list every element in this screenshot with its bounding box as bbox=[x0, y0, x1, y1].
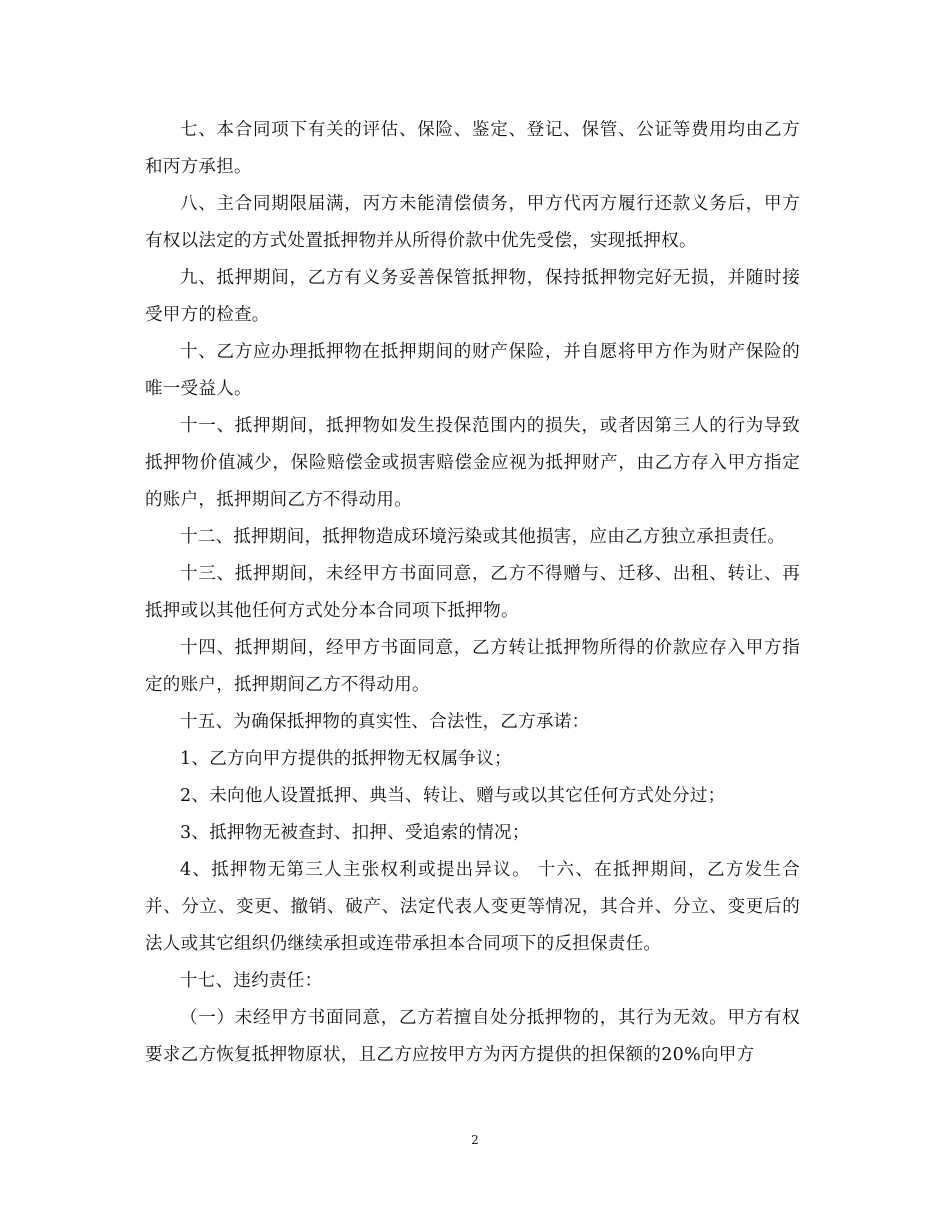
paragraph-7: 七、本合同项下有关的评估、保险、鉴定、登记、保管、公证等费用均由乙方和丙方承担。 bbox=[145, 120, 800, 177]
paragraph-10: 十、乙方应办理抵押物在抵押期间的财产保险，并自愿将甲方作为财产保险的唯一受益人。 bbox=[145, 342, 800, 399]
paragraph-15-item-4: 4、抵押物无第三人主张权利或提出异议。 十六、在抵押期间，乙方发生合并、分立、变更、撤销、破产、法定代表人变更等情况，其合并、分立、变更后的法人或其它组织仍继续承担或连带承担本合同项下的反担保责任。 bbox=[145, 860, 800, 954]
paragraph-17: 十七、违约责任： bbox=[180, 971, 323, 991]
paragraph-14: 十四、抵押期间，经甲方书面同意，乙方转让抵押物所得的价款应存入甲方指定的账户，抵押期间乙方不得动用。 bbox=[145, 638, 800, 695]
paragraph-15-item-3: 3、抵押物无被查封、扣押、受追索的情况； bbox=[180, 823, 530, 843]
paragraph-9: 九、抵押期间，乙方有义务妥善保管抵押物，保持抵押物完好无损，并随时接受甲方的检查。 bbox=[145, 268, 800, 325]
paragraph-17-item-1: （一）未经甲方书面同意，乙方若擅自处分抵押物的，其行为无效。甲方有权要求乙方恢复抵押物原状，且乙方应按甲方为丙方提供的担保额的20%向甲方 bbox=[145, 1008, 800, 1065]
paragraph-15-item-1: 1、乙方向甲方提供的抵押物无权属争议； bbox=[180, 749, 512, 769]
document-body bbox=[145, 112, 800, 1074]
paragraph-15-item-2: 2、未向他人设置抵押、典当、转让、赠与或以其它任何方式处分过； bbox=[180, 786, 726, 806]
paragraph-12: 十二、抵押期间，抵押物造成环境污染或其他损害，应由乙方独立承担责任。 bbox=[180, 527, 786, 547]
paragraph-11: 十一、抵押期间，抵押物如发生投保范围内的损失，或者因第三人的行为导致抵押物价值减少，保险赔偿金或损害赔偿金应视为抵押财产，由乙方存入甲方指定的账户，抵押期间乙方不得动用。 bbox=[145, 416, 800, 510]
paragraph-13: 十三、抵押期间，未经甲方书面同意，乙方不得赠与、迁移、出租、转让、再抵押或以其他任何方式处分本合同项下抵押物。 bbox=[145, 564, 800, 621]
paragraph-8: 八、主合同期限届满，丙方未能清偿债务，甲方代丙方履行还款义务后，甲方有权以法定的方式处置抵押物并从所得价款中优先受偿，实现抵押权。 bbox=[145, 194, 800, 251]
page-number: 2 bbox=[471, 1133, 479, 1147]
paragraph-15: 十五、为确保抵押物的真实性、合法性，乙方承诺： bbox=[180, 712, 590, 732]
